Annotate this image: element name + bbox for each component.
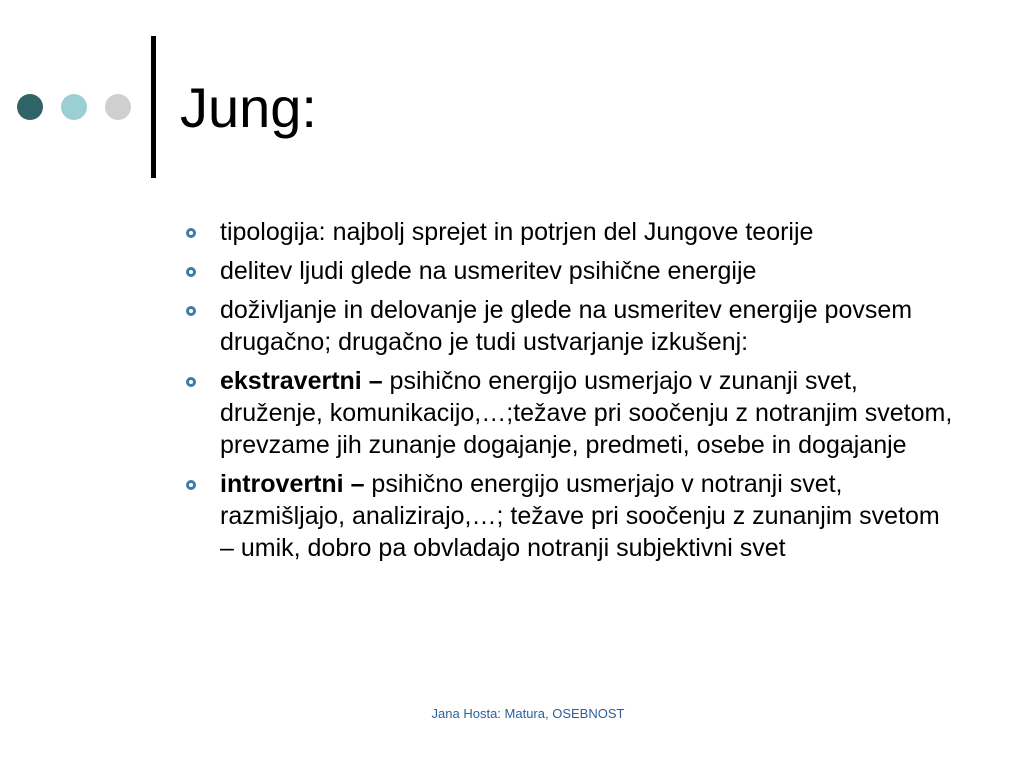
slide-title: Jung: [180,76,317,139]
bullet-circle-icon [186,228,196,238]
bullet-body: psihično energijo usmerjajo v zunanji svet, druženje, komunikacijo,…;težave pri soočenju z notranjim svetom, prevzame jih zunanje dogajanje, predmeti, osebe in dogajanje [220,367,953,459]
bullet-text [220,367,952,459]
bullet-body: tipologija: najbolj sprejet in potrjen del Jungove teorije [220,218,814,246]
bullet-item [184,468,954,564]
bullet-text [220,296,912,356]
title-divider [151,36,156,178]
bullet-item [184,365,954,461]
bullet-circle-icon [186,480,196,490]
bullet-item [184,216,954,248]
bullet-lead: ekstravertni – [220,367,390,395]
bullet-lead: introvertni – [220,470,372,498]
decorative-dots [17,94,132,120]
bullet-body: delitev ljudi glede na usmeritev psihične energije [220,257,757,285]
dot-light-teal-icon [61,94,87,120]
bullet-text [220,218,813,246]
bullet-item [184,255,954,287]
bullet-list [184,216,954,571]
bullet-text [220,257,756,285]
bullet-circle-icon [186,267,196,277]
bullet-body: doživljanje in delovanje je glede na usmeritev energije povsem drugačno; drugačno je tudi ustvarjanje izkušenj: [220,296,913,356]
bullet-circle-icon [186,306,196,316]
bullet-text [220,470,940,562]
slide-footer: Jana Hosta: Matura, OSEBNOST [431,706,625,721]
bullet-body: psihično energijo usmerjajo v notranji svet, razmišljajo, analizirajo,…; težave pri soočenju z zunanjim svetom – umik, dobro pa obvladajo notranji subjektivni svet [220,470,940,562]
dot-gray-icon [105,94,131,120]
dot-dark-teal-icon [17,94,43,120]
bullet-item [184,294,954,358]
bullet-circle-icon [186,377,196,387]
